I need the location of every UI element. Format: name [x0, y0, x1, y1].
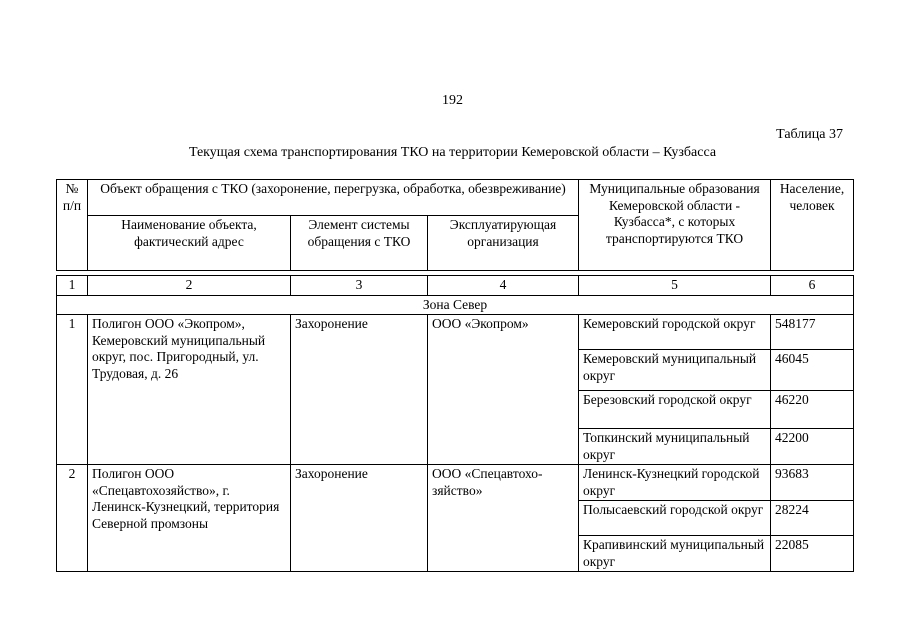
header-num: № п/п: [57, 180, 88, 271]
column-number-row: [57, 276, 854, 296]
column-number: 4: [428, 276, 579, 296]
municipality-name: Полысаевский городской округ: [579, 501, 771, 536]
header-population: Население, человек: [771, 180, 854, 271]
table-row: [57, 315, 854, 350]
column-number: 3: [291, 276, 428, 296]
object-element: Захоронение: [291, 315, 428, 465]
object-operator: ООО «Спецавтохо-зяйство»: [428, 465, 579, 572]
header-name-address: Наименование объекта, фактический адрес: [88, 216, 291, 271]
municipality-population: 28224: [771, 501, 854, 536]
table-row: [57, 465, 854, 501]
municipality-population: 42200: [771, 429, 854, 465]
municipality-name: Березовский городской округ: [579, 391, 771, 429]
header-element: Элемент системы обращения с ТКО: [291, 216, 428, 271]
zone-label: Зона Север: [57, 295, 854, 315]
municipality-population: 46045: [771, 350, 854, 391]
header-municipal: Муниципальные образования Кемеровской области - Кузбасса*, с которых транспортируются ТКО: [579, 180, 771, 271]
column-number: 5: [579, 276, 771, 296]
object-name-address: Полигон ООО «Спецавтохозяйство», г. Ленинск-Кузнецкий, территория Северной промзоны: [88, 465, 291, 572]
column-number: 2: [88, 276, 291, 296]
table-caption: Текущая схема транспортирования ТКО на территории Кемеровской области – Кузбасса: [188, 145, 717, 160]
object-operator: ООО «Экопром»: [428, 315, 579, 465]
row-num: 1: [57, 315, 88, 465]
object-name-address: Полигон ООО «Экопром», Кемеровский муниципальный округ, пос. Пригородный, ул. Трудовая, д. 26: [88, 315, 291, 465]
header-object-group: Объект обращения с ТКО (захоронение, перегрузка, обработка, обезвреживание): [88, 180, 579, 216]
column-number: 6: [771, 276, 854, 296]
table-header: [56, 179, 854, 271]
table-label: Таблица 37: [776, 127, 843, 142]
municipality-population: 46220: [771, 391, 854, 429]
municipality-population: 93683: [771, 465, 854, 501]
header-operator: Эксплуатирующая организация: [428, 216, 579, 271]
page-number: 192: [442, 93, 463, 108]
municipality-name: Кемеровский городской округ: [579, 315, 771, 350]
municipality-population: 22085: [771, 536, 854, 572]
column-number: 1: [57, 276, 88, 296]
row-num: 2: [57, 465, 88, 572]
municipality-name: Кемеровский муниципальный округ: [579, 350, 771, 391]
table-body: [56, 275, 854, 572]
municipality-name: Ленинск-Кузнецкий городской округ: [579, 465, 771, 501]
object-element: Захоронение: [291, 465, 428, 572]
municipality-population: 548177: [771, 315, 854, 350]
municipality-name: Топкинский муниципальный округ: [579, 429, 771, 465]
municipality-name: Крапивинский муниципальный округ: [579, 536, 771, 572]
